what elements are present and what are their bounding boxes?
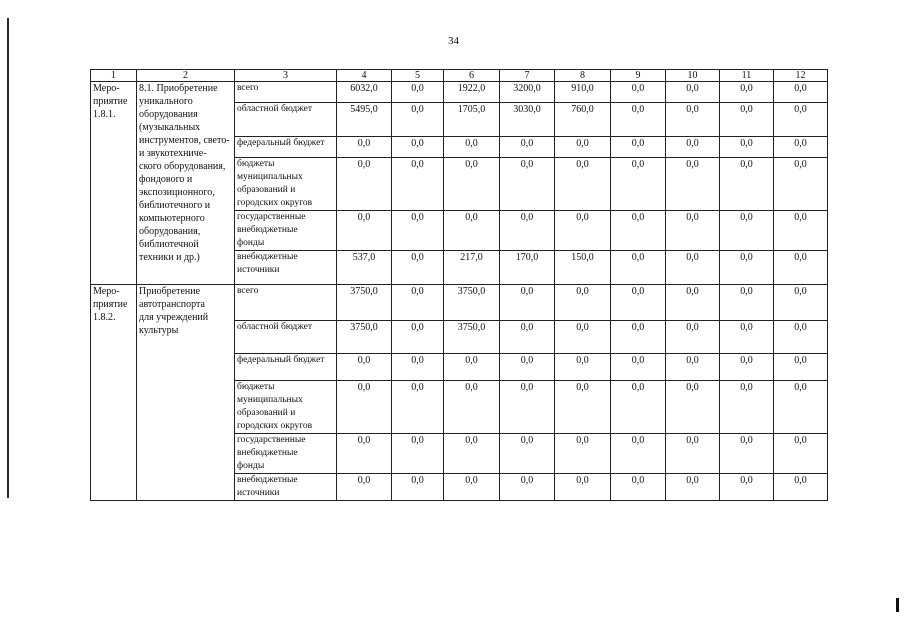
- amount-cell: 0,0: [392, 137, 444, 158]
- column-header: 10: [666, 70, 720, 82]
- amount-cell: 0,0: [500, 137, 555, 158]
- amount-cell: 0,0: [720, 381, 774, 434]
- amount-cell: 0,0: [555, 321, 611, 354]
- amount-cell: 0,0: [720, 103, 774, 137]
- amount-cell: 0,0: [392, 158, 444, 211]
- funding-source-cell: всего: [235, 285, 337, 321]
- amount-cell: 0,0: [774, 285, 828, 321]
- amount-cell: 0,0: [774, 434, 828, 474]
- amount-cell: 0,0: [444, 354, 500, 381]
- amount-cell: 0,0: [392, 251, 444, 285]
- amount-cell: 0,0: [337, 434, 392, 474]
- measure-code-cell: Меро- приятие 1.8.1.: [91, 82, 137, 285]
- amount-cell: 0,0: [720, 354, 774, 381]
- funding-source-cell: государственные внебюджетные фонды: [235, 434, 337, 474]
- amount-cell: 0,0: [774, 251, 828, 285]
- column-header: 1: [91, 70, 137, 82]
- column-header: 5: [392, 70, 444, 82]
- amount-cell: 0,0: [611, 474, 666, 501]
- funding-source-cell: государственные внебюджетные фонды: [235, 211, 337, 251]
- amount-cell: 0,0: [392, 82, 444, 103]
- scan-edge-line: [7, 18, 9, 498]
- amount-cell: 0,0: [774, 474, 828, 501]
- amount-cell: 0,0: [500, 381, 555, 434]
- amount-cell: 0,0: [666, 211, 720, 251]
- funding-source-cell: всего: [235, 82, 337, 103]
- amount-cell: 537,0: [337, 251, 392, 285]
- amount-cell: 0,0: [666, 321, 720, 354]
- column-header: 2: [137, 70, 235, 82]
- column-header: 7: [500, 70, 555, 82]
- amount-cell: 0,0: [611, 381, 666, 434]
- amount-cell: 0,0: [666, 434, 720, 474]
- amount-cell: 0,0: [666, 354, 720, 381]
- amount-cell: 0,0: [444, 381, 500, 434]
- amount-cell: 0,0: [720, 211, 774, 251]
- amount-cell: 170,0: [500, 251, 555, 285]
- amount-cell: 0,0: [444, 434, 500, 474]
- amount-cell: 0,0: [666, 103, 720, 137]
- measure-name-cell: Приобретение автотранспорта для учреждений культуры: [137, 285, 235, 501]
- amount-cell: 0,0: [392, 321, 444, 354]
- amount-cell: 0,0: [720, 158, 774, 211]
- amount-cell: 3750,0: [337, 321, 392, 354]
- amount-cell: 0,0: [555, 354, 611, 381]
- amount-cell: 0,0: [444, 474, 500, 501]
- amount-cell: 0,0: [392, 354, 444, 381]
- amount-cell: 0,0: [774, 82, 828, 103]
- amount-cell: 0,0: [611, 321, 666, 354]
- amount-cell: 0,0: [444, 137, 500, 158]
- column-header: 4: [337, 70, 392, 82]
- amount-cell: 0,0: [555, 381, 611, 434]
- amount-cell: 0,0: [500, 474, 555, 501]
- amount-cell: 0,0: [500, 321, 555, 354]
- amount-cell: 0,0: [720, 285, 774, 321]
- amount-cell: 0,0: [774, 158, 828, 211]
- amount-cell: 0,0: [611, 137, 666, 158]
- column-header: 9: [611, 70, 666, 82]
- amount-cell: 0,0: [392, 285, 444, 321]
- amount-cell: 0,0: [611, 434, 666, 474]
- amount-cell: 0,0: [611, 211, 666, 251]
- amount-cell: 0,0: [392, 211, 444, 251]
- amount-cell: 0,0: [555, 285, 611, 321]
- amount-cell: 0,0: [611, 285, 666, 321]
- amount-cell: 3750,0: [444, 321, 500, 354]
- amount-cell: 0,0: [392, 103, 444, 137]
- budget-table: [90, 69, 828, 501]
- amount-cell: 0,0: [611, 103, 666, 137]
- amount-cell: 0,0: [337, 354, 392, 381]
- amount-cell: 0,0: [337, 474, 392, 501]
- amount-cell: 0,0: [337, 211, 392, 251]
- amount-cell: 0,0: [720, 434, 774, 474]
- amount-cell: 3200,0: [500, 82, 555, 103]
- amount-cell: 0,0: [500, 354, 555, 381]
- amount-cell: 5495,0: [337, 103, 392, 137]
- column-header: 8: [555, 70, 611, 82]
- funding-source-cell: бюджеты муниципальных образований и городских округов: [235, 381, 337, 434]
- amount-cell: 0,0: [774, 211, 828, 251]
- scan-edge-mark: [896, 598, 899, 612]
- amount-cell: 3750,0: [444, 285, 500, 321]
- amount-cell: 0,0: [611, 251, 666, 285]
- amount-cell: 0,0: [666, 381, 720, 434]
- amount-cell: 0,0: [666, 285, 720, 321]
- funding-source-cell: внебюджетные источники: [235, 251, 337, 285]
- amount-cell: 0,0: [666, 474, 720, 501]
- funding-source-cell: областной бюджет: [235, 103, 337, 137]
- funding-source-cell: федеральный бюджет: [235, 354, 337, 381]
- amount-cell: 0,0: [774, 381, 828, 434]
- amount-cell: 0,0: [720, 251, 774, 285]
- amount-cell: 6032,0: [337, 82, 392, 103]
- amount-cell: 0,0: [666, 82, 720, 103]
- table-row: [91, 285, 828, 321]
- amount-cell: 0,0: [555, 474, 611, 501]
- amount-cell: 0,0: [337, 137, 392, 158]
- amount-cell: 3030,0: [500, 103, 555, 137]
- amount-cell: 0,0: [774, 321, 828, 354]
- amount-cell: 3750,0: [337, 285, 392, 321]
- column-header: 11: [720, 70, 774, 82]
- amount-cell: 910,0: [555, 82, 611, 103]
- amount-cell: 0,0: [392, 381, 444, 434]
- amount-cell: 1922,0: [444, 82, 500, 103]
- amount-cell: 0,0: [774, 354, 828, 381]
- amount-cell: 0,0: [774, 103, 828, 137]
- header-row: [91, 70, 828, 82]
- column-header: 3: [235, 70, 337, 82]
- column-header: 12: [774, 70, 828, 82]
- column-header: 6: [444, 70, 500, 82]
- amount-cell: 0,0: [337, 381, 392, 434]
- funding-source-cell: областной бюджет: [235, 321, 337, 354]
- amount-cell: 0,0: [444, 158, 500, 211]
- amount-cell: 760,0: [555, 103, 611, 137]
- amount-cell: 150,0: [555, 251, 611, 285]
- table-row: [91, 82, 828, 103]
- page-number: 34: [448, 35, 459, 47]
- amount-cell: 0,0: [392, 474, 444, 501]
- funding-source-cell: бюджеты муниципальных образований и городских округов: [235, 158, 337, 211]
- amount-cell: 0,0: [337, 158, 392, 211]
- table-body: [91, 70, 828, 501]
- amount-cell: 0,0: [444, 211, 500, 251]
- amount-cell: 0,0: [666, 251, 720, 285]
- amount-cell: 0,0: [720, 137, 774, 158]
- amount-cell: 0,0: [555, 158, 611, 211]
- amount-cell: 1705,0: [444, 103, 500, 137]
- amount-cell: 0,0: [720, 82, 774, 103]
- amount-cell: 0,0: [611, 82, 666, 103]
- amount-cell: 217,0: [444, 251, 500, 285]
- measure-name-cell: 8.1. Приобретение уникального оборудования (музыкальных инструментов, свето- и звукотехниче- ского оборудования, фондового и экспозиционного, библиотечного и компьютерного оборудования, библиотечной техники и др.): [137, 82, 235, 285]
- amount-cell: 0,0: [555, 137, 611, 158]
- amount-cell: 0,0: [392, 434, 444, 474]
- amount-cell: 0,0: [774, 137, 828, 158]
- amount-cell: 0,0: [666, 137, 720, 158]
- amount-cell: 0,0: [500, 211, 555, 251]
- funding-source-cell: внебюджетные источники: [235, 474, 337, 501]
- amount-cell: 0,0: [720, 474, 774, 501]
- funding-source-cell: федеральный бюджет: [235, 137, 337, 158]
- amount-cell: 0,0: [555, 434, 611, 474]
- measure-code-cell: Меро- приятие 1.8.2.: [91, 285, 137, 501]
- amount-cell: 0,0: [720, 321, 774, 354]
- amount-cell: 0,0: [500, 285, 555, 321]
- amount-cell: 0,0: [611, 158, 666, 211]
- amount-cell: 0,0: [666, 158, 720, 211]
- amount-cell: 0,0: [555, 211, 611, 251]
- amount-cell: 0,0: [500, 434, 555, 474]
- amount-cell: 0,0: [611, 354, 666, 381]
- amount-cell: 0,0: [500, 158, 555, 211]
